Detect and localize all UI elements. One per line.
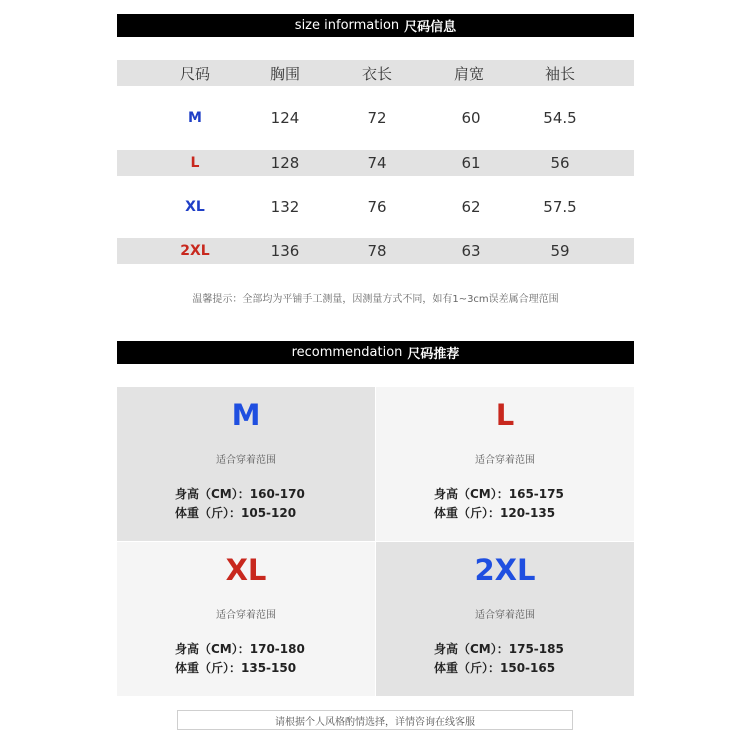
shoulder-value: 63 [461, 242, 481, 260]
card-weight-range: 体重（斤）：150-165 [434, 661, 556, 675]
card-size: XL [225, 553, 267, 587]
card-weight-range: 体重（斤）：105-120 [175, 506, 297, 520]
recommendation-card-2xl [376, 542, 634, 696]
card-size: L [495, 398, 515, 432]
length-value: 72 [367, 109, 387, 127]
table-row [117, 238, 634, 264]
size-label: 2XL [180, 243, 210, 259]
recommendation-card-xl [117, 542, 375, 696]
sleeve-value: 56 [550, 154, 570, 172]
card-size: 2XL [474, 553, 536, 587]
sleeve-value: 57.5 [543, 198, 577, 216]
footer-note [177, 710, 573, 730]
header-size: 尺码 [179, 64, 211, 83]
footer-text: 请根据个人风格酌情选择，详情咨询在线客服 [275, 716, 475, 728]
recommendation-title-zh: 尺码推荐 [407, 347, 460, 362]
recommendation-card-l [376, 387, 634, 541]
card-height-range: 身高（CM）：170-180 [175, 642, 305, 656]
shoulder-value: 62 [461, 198, 481, 216]
shoulder-value: 61 [461, 154, 481, 172]
shoulder-value: 60 [461, 109, 481, 127]
card-fit-label: 适合穿着范围 [475, 610, 535, 621]
card-weight-range: 体重（斤）：120-135 [434, 506, 556, 520]
header-length: 衣长 [361, 64, 393, 83]
card-height-range: 身高（CM）：175-185 [434, 642, 564, 656]
size-info-header [117, 14, 634, 37]
recommendation-header [117, 341, 634, 364]
chest-value: 128 [270, 154, 300, 172]
size-info-title-en: size information [294, 18, 400, 33]
length-value: 78 [367, 242, 387, 260]
size-table [117, 60, 634, 264]
length-value: 74 [367, 154, 387, 172]
card-fit-label: 适合穿着范围 [216, 455, 276, 466]
table-header-row [117, 60, 634, 86]
header-shoulder: 肩宽 [453, 64, 485, 83]
length-value: 76 [367, 198, 387, 216]
card-fit-label: 适合穿着范围 [216, 610, 276, 621]
size-label: L [190, 155, 200, 171]
recommendation-card-m [117, 387, 375, 541]
card-height-range: 身高（CM）：165-175 [434, 487, 564, 501]
chest-value: 136 [270, 242, 300, 260]
size-label: M [188, 110, 202, 126]
measurement-note: 温馨提示：全部均为平铺手工测量，因测量方式不同，如有1~3cm误差属合理范围 [192, 294, 559, 305]
table-row [117, 150, 634, 176]
header-sleeve: 袖长 [544, 64, 576, 83]
recommendation-title-en: recommendation [291, 345, 403, 360]
sleeve-value: 54.5 [543, 109, 577, 127]
card-size: M [231, 398, 261, 432]
card-weight-range: 体重（斤）：135-150 [175, 661, 297, 675]
table-row [117, 194, 634, 220]
sleeve-value: 59 [550, 242, 570, 260]
card-height-range: 身高（CM）：160-170 [175, 487, 305, 501]
recommendation-grid [117, 387, 634, 695]
chest-value: 132 [270, 198, 300, 216]
chest-value: 124 [270, 109, 300, 127]
header-chest: 胸围 [269, 64, 301, 83]
table-row [117, 105, 634, 131]
size-info-title-zh: 尺码信息 [404, 20, 457, 35]
card-fit-label: 适合穿着范围 [475, 455, 535, 466]
size-label: XL [185, 199, 205, 215]
